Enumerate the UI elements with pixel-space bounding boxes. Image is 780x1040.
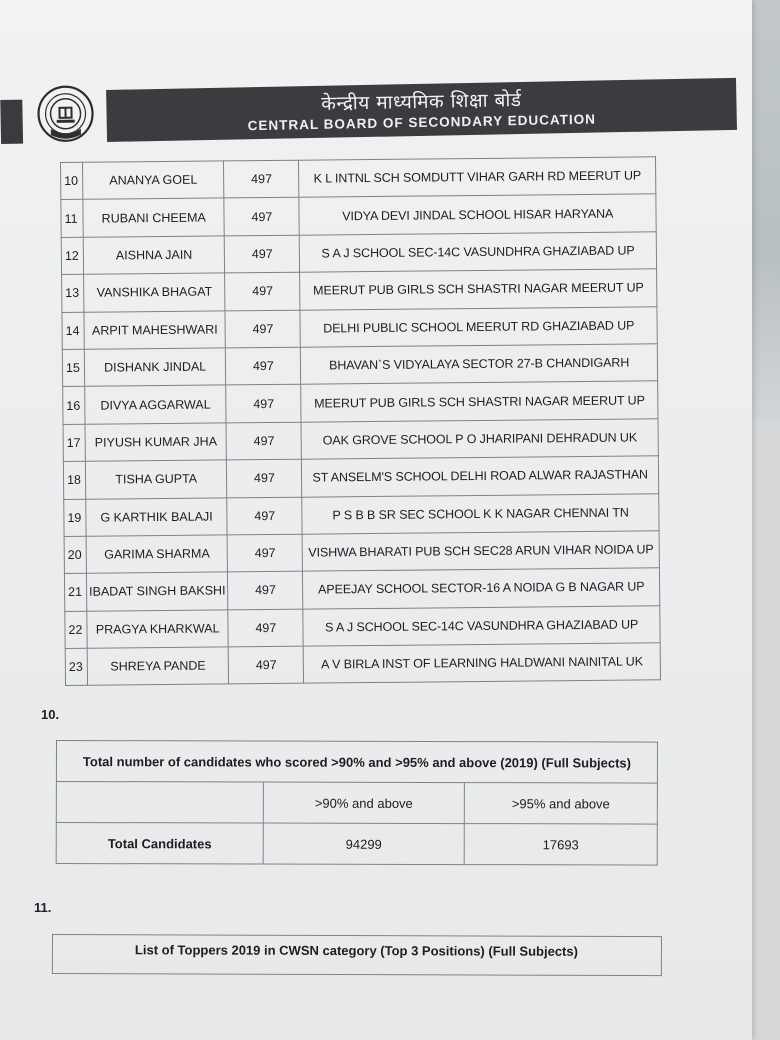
table-row <box>61 232 656 275</box>
school-cell: APEEJAY SCHOOL SECTOR-16 A NOIDA G B NAGAR UP <box>303 568 660 609</box>
table-row <box>62 306 657 349</box>
cwsn-title-box <box>52 934 662 976</box>
rank-cell: 10 <box>61 162 83 200</box>
total-table-title: Total number of candidates who scored >90% and >95% and above (2019) (Full Subjects) <box>56 741 657 784</box>
empty-header-cell <box>56 782 263 824</box>
rank-cell: 18 <box>63 461 85 499</box>
school-cell: BHAVAN`S VIDYALAYA SECTOR 27-B CHANDIGARH <box>301 344 658 385</box>
header-95-above: >95% and above <box>464 783 657 825</box>
name-cell: RUBANI CHEEMA <box>83 198 225 237</box>
table-row <box>61 194 656 237</box>
section-11-number: 11. <box>34 900 52 915</box>
name-cell: AISHNA JAIN <box>83 236 225 275</box>
table-row <box>63 381 658 424</box>
school-cell: DELHI PUBLIC SCHOOL MEERUT RD GHAZIABAD UP <box>300 306 657 347</box>
marks-cell: 497 <box>226 385 301 423</box>
rank-cell: 22 <box>65 611 87 649</box>
table-row <box>65 643 660 686</box>
total-90-value: 94299 <box>263 823 464 865</box>
marks-cell: 497 <box>225 310 300 348</box>
table-row <box>63 419 658 462</box>
marks-cell: 497 <box>227 497 302 535</box>
name-cell: SHREYA PANDE <box>87 647 229 686</box>
school-cell: S A J SCHOOL SEC-14C VASUNDHRA GHAZIABAD UP <box>300 232 657 273</box>
marks-cell: 497 <box>227 534 302 572</box>
toppers-table <box>60 156 661 686</box>
school-cell: MEERUT PUB GIRLS SCH SHASTRI NAGAR MEERUT UP <box>301 381 658 422</box>
cwsn-title: List of Toppers 2019 in CWSN category (Top 3 Positions) (Full Subjects) <box>134 942 578 959</box>
cbse-logo-icon <box>36 84 95 143</box>
total-candidates-table <box>56 740 658 866</box>
marks-cell: 497 <box>229 646 304 684</box>
rank-cell: 12 <box>61 237 83 275</box>
school-cell: MEERUT PUB GIRLS SCH SHASTRI NAGAR MEERUT UP <box>300 269 657 310</box>
marks-cell: 497 <box>228 571 303 609</box>
table-row <box>64 493 659 536</box>
table-row <box>64 531 659 574</box>
marks-cell: 497 <box>224 160 299 198</box>
table-row <box>62 344 657 387</box>
name-cell: GARIMA SHARMA <box>86 535 228 574</box>
marks-cell: 497 <box>225 235 300 273</box>
marks-cell: 497 <box>225 272 300 310</box>
name-cell: PRAGYA KHARKWAL <box>87 610 229 649</box>
total-95-value: 17693 <box>464 824 657 866</box>
rank-cell: 17 <box>63 424 85 462</box>
school-cell: S A J SCHOOL SEC-14C VASUNDHRA GHAZIABAD UP <box>303 605 660 646</box>
name-cell: G KARTHIK BALAJI <box>86 497 228 536</box>
rank-cell: 21 <box>64 574 86 612</box>
header-bar-left <box>0 100 23 144</box>
header-english-title: CENTRAL BOARD OF SECONDARY EDUCATION <box>247 111 597 134</box>
school-cell: VIDYA DEVI JINDAL SCHOOL HISAR HARYANA <box>299 194 656 235</box>
marks-cell: 497 <box>224 198 299 236</box>
rank-cell: 20 <box>64 536 86 574</box>
name-cell: VANSHIKA BHAGAT <box>84 273 226 312</box>
table-row <box>63 456 658 499</box>
cbse-header <box>0 72 737 144</box>
name-cell: ANANYA GOEL <box>83 161 225 200</box>
marks-cell: 497 <box>226 422 301 460</box>
name-cell: IBADAT SINGH BAKSHI <box>86 572 228 611</box>
table-row <box>64 568 659 611</box>
header-bar <box>106 78 737 142</box>
name-cell: TISHA GUPTA <box>85 460 227 499</box>
school-cell: OAK GROVE SCHOOL P O JHARIPANI DEHRADUN UK <box>301 419 658 460</box>
marks-cell: 497 <box>228 609 303 647</box>
total-candidates-label: Total Candidates <box>56 823 263 865</box>
school-cell: VISHWA BHARATI PUB SCH SEC28 ARUN VIHAR NOIDA UP <box>302 531 659 572</box>
rank-cell: 23 <box>65 648 87 686</box>
table-row <box>61 157 656 200</box>
table-row <box>62 269 657 312</box>
header-90-above: >90% and above <box>263 782 464 824</box>
name-cell: PIYUSH KUMAR JHA <box>85 423 227 462</box>
marks-cell: 497 <box>226 347 301 385</box>
school-cell: K L INTNL SCH SOMDUTT VIHAR GARH RD MEERUT UP <box>299 157 656 198</box>
name-cell: DISHANK JINDAL <box>84 348 226 387</box>
rank-cell: 16 <box>63 387 85 425</box>
table-row <box>65 605 660 648</box>
name-cell: ARPIT MAHESHWARI <box>84 310 226 349</box>
rank-cell: 11 <box>61 200 83 238</box>
rank-cell: 15 <box>62 349 84 387</box>
name-cell: DIVYA AGGARWAL <box>85 385 227 424</box>
rank-cell: 13 <box>62 274 84 312</box>
school-cell: A V BIRLA INST OF LEARNING HALDWANI NAINITAL UK <box>304 643 661 684</box>
marks-cell: 497 <box>227 459 302 497</box>
school-cell: ST ANSELM'S SCHOOL DELHI ROAD ALWAR RAJASTHAN <box>302 456 659 497</box>
rank-cell: 14 <box>62 312 84 350</box>
section-10-number: 10. <box>41 707 60 722</box>
rank-cell: 19 <box>64 499 86 537</box>
header-hindi-title: केन्द्रीय माध्यमिक शिक्षा बोर्ड <box>321 88 522 115</box>
school-cell: P S B B SR SEC SCHOOL K K NAGAR CHENNAI TN <box>302 493 659 534</box>
